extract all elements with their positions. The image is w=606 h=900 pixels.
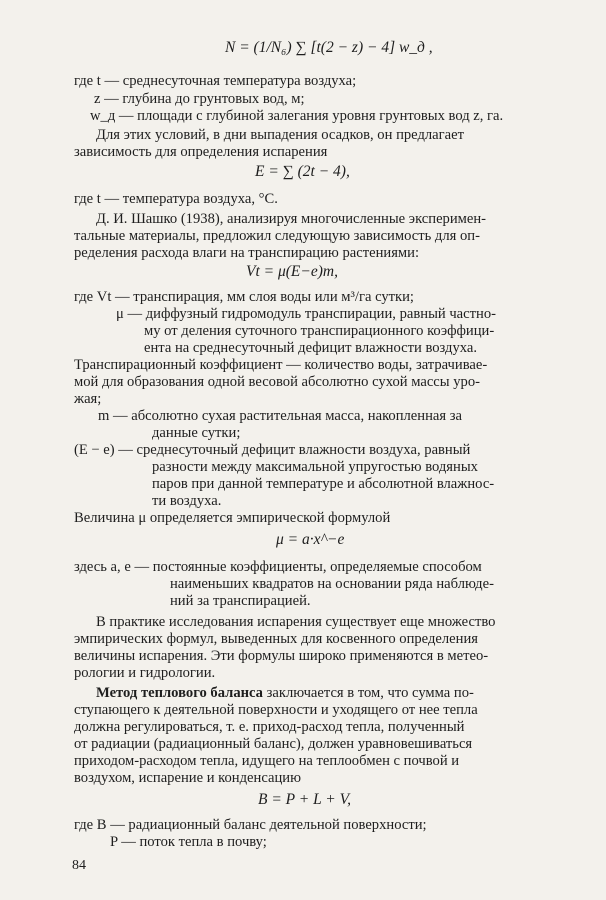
paragraph-1-line-2: зависимость для определения испарения xyxy=(74,144,328,160)
def-mu-line-1: μ — диффузный гидромодуль транспирации, равный частно- xyxy=(116,306,496,322)
coef-def-line-2: мой для образования одной весовой абсолютно сухой массы уро- xyxy=(74,374,480,390)
page-number: 84 xyxy=(72,858,86,873)
formula-N: N = (1/N₆) ∑ [t(2 − z) − 4] w_д , xyxy=(225,39,433,56)
paragraph-4-line-3: должна регулироваться, т. е. приход-расход тепла, полученный xyxy=(74,719,465,735)
paragraph-4-line-5: приходом-расходом тепла, идущего на теплообмен с почвой и xyxy=(74,753,460,769)
paragraph-2-line-3: ределения расхода влаги на транспирацию растениями: xyxy=(74,245,420,261)
def-vt: где Vt — транспирация, мм слоя воды или м³/га сутки; xyxy=(74,289,414,305)
def-Ee-line-1: (E − e) — среднесуточный дефицит влажности воздуха, равный xyxy=(74,442,471,458)
def-ae-line-3: ний за транспирацией. xyxy=(170,593,311,609)
formula-E: E = ∑ (2t − 4), xyxy=(255,163,350,180)
formula-Vt: Vt = μ(E−e)m, xyxy=(246,263,338,280)
paragraph-3-line-3: величины испарения. Эти формулы широко применяются в метео- xyxy=(74,648,489,664)
paragraph-3-line-2: эмпирических формул, выведенных для косвенного определения xyxy=(74,631,478,647)
coef-def-line-3: жая; xyxy=(74,391,102,407)
paragraph-2-line-2: тальные материалы, предложил следующую зависимость для оп- xyxy=(74,228,480,244)
def-w: w_д — площади с глубиной залегания уровня грунтовых вод z, га. xyxy=(90,108,504,124)
mu-intro: Величина μ определяется эмпирической формулой xyxy=(74,510,391,526)
def-Ee-line-3: паров при данной температуре и абсолютной влажнос- xyxy=(152,476,495,492)
def-m-line-1: m — абсолютно сухая растительная масса, накопленная за xyxy=(98,408,462,424)
formula-B: B = P + L + V, xyxy=(258,791,351,808)
def-Ee-line-2: разности между максимальной упругостью водяных xyxy=(152,459,478,475)
paragraph-4-line-4: от радиации (радиационный баланс), должен уравновешиваться xyxy=(74,736,473,752)
paragraph-4-line-1 xyxy=(96,684,474,702)
paragraph-3-line-4: рологии и гидрологии. xyxy=(74,665,216,681)
paragraph-3-line-1: В практике исследования испарения существует еще множество xyxy=(96,614,496,630)
formula-mu: μ = a·x^−e xyxy=(276,531,345,548)
paragraph-4-line-2: ступающего к деятельной поверхности и уходящего от нее тепла xyxy=(74,702,478,718)
def-ae-line-2: наименьших квадратов на основании ряда наблюде- xyxy=(170,576,494,592)
def-mu-line-3: ента на среднесуточный дефицит влажности воздуха. xyxy=(144,340,477,356)
def-m-line-2: данные сутки; xyxy=(152,425,241,441)
paragraph-4-line-1-text: заключается в том, что сумма по- xyxy=(262,685,474,701)
def-t: где t — среднесуточная температура воздуха; xyxy=(74,73,357,89)
def-t2: где t — температура воздуха, °С. xyxy=(74,191,278,207)
paragraph-1-line-1: Для этих условий, в дни выпадения осадков, он предлагает xyxy=(96,127,464,143)
method-heading: Метод теплового баланса xyxy=(96,685,263,701)
def-z: z — глубина до грунтовых вод, м; xyxy=(94,91,305,107)
paragraph-4-line-6: воздухом, испарение и конденсацию xyxy=(74,770,301,786)
coef-def-line-1: Транспирационный коэффициент — количество воды, затрачивае- xyxy=(74,357,488,373)
def-mu-line-2: му от деления суточного транспирационного коэффици- xyxy=(144,323,495,339)
def-ae-line-1: здесь a, e — постоянные коэффициенты, определяемые способом xyxy=(74,559,482,575)
def-B: где B — радиационный баланс деятельной поверхности; xyxy=(74,817,427,833)
def-P: P — поток тепла в почву; xyxy=(110,834,267,850)
def-Ee-line-4: ти воздуха. xyxy=(152,493,222,509)
paragraph-2-line-1: Д. И. Шашко (1938), анализируя многочисленные эксперимен- xyxy=(96,211,487,227)
